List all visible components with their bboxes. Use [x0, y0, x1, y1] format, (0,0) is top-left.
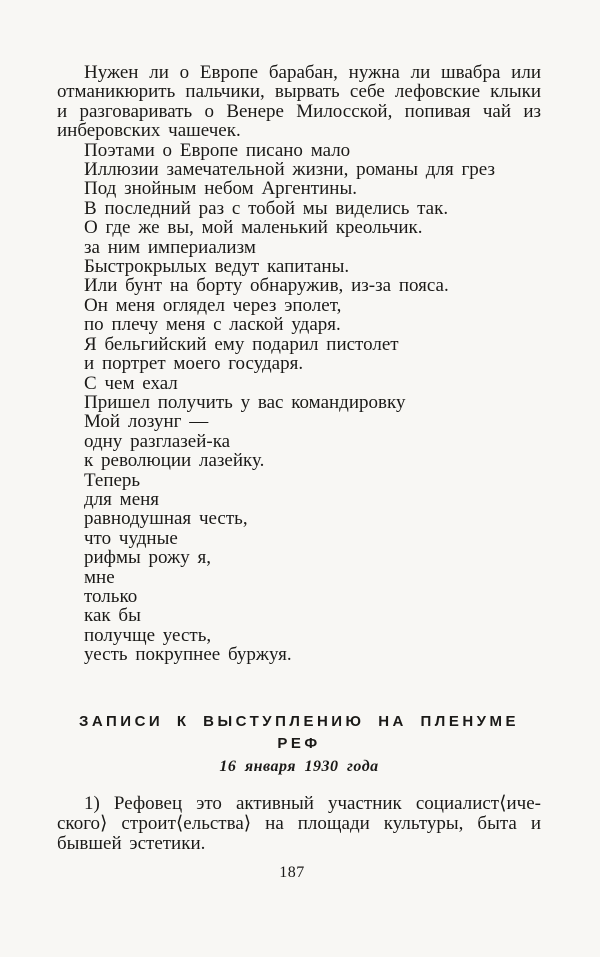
- poem-line: только: [84, 585, 138, 607]
- prose-line: и разговаривать о Венере Милосской, попивая чай из: [57, 100, 541, 122]
- prose-line: инберовских чашечек.: [57, 120, 241, 142]
- poem-line: рифмы рожу я,: [84, 547, 211, 569]
- prose-paragraph-ref: [57, 794, 541, 854]
- poem-line: получще уесть,: [84, 624, 212, 646]
- poem-line: и портрет моего государя.: [84, 353, 304, 375]
- prose-line: бывшей эстетики.: [57, 833, 206, 854]
- poem-line: Он меня оглядел через эполет,: [84, 294, 342, 316]
- poem-lines: [57, 141, 541, 665]
- poem-line: к революции лазейку.: [84, 450, 265, 472]
- poem-line: Или бунт на борту обнаружив, из-за пояса.: [84, 275, 449, 297]
- prose-line: Нужен ли о Европе барабан, нужна ли швабра или: [84, 62, 541, 83]
- prose-line: 1) Рефовец это активный участник социалист⟨иче-: [84, 793, 541, 814]
- prose-line: ского⟩ строит⟨ельства⟩ на площади культуры, быта и: [57, 813, 541, 834]
- poem-line: Под знойным небом Аргентины.: [84, 178, 357, 200]
- poem-line: Поэтами о Европе писано мало: [84, 139, 351, 161]
- poem-line: одну разглазей-ка: [84, 430, 231, 452]
- poem-line: по плечу меня с лаской ударя.: [84, 314, 341, 336]
- section-title-line2: РЕФ: [277, 735, 321, 752]
- poem-line: за ним империализм: [84, 236, 256, 258]
- poem-line: как бы: [84, 605, 141, 627]
- section-title-line1: ЗАПИСИ К ВЫСТУПЛЕНИЮ НА ПЛЕНУМЕ: [78, 713, 520, 730]
- poem-line: В последний раз с тобой мы виделись так.: [84, 197, 449, 219]
- page-number: 187: [279, 864, 305, 881]
- poem-line: что чудные: [84, 527, 178, 549]
- section-date: 16 января 1930 года: [219, 758, 379, 775]
- poem-line: Иллюзии замечательной жизни, романы для грез: [84, 159, 495, 181]
- poem-line: Теперь: [84, 469, 141, 491]
- poem-line: О где же вы, мой маленький креольчик.: [84, 217, 423, 239]
- text-block: [57, 63, 541, 665]
- poem-line: Быстрокрылых ведут капитаны.: [84, 256, 350, 278]
- poem-line: Пришел получить у вас командировку: [84, 391, 406, 413]
- poem-line: для меня: [84, 488, 160, 510]
- poem-line: уесть покрупнее буржуя.: [84, 644, 292, 666]
- prose-line: отманикюрить пальчики, вырвать себе лефовские клыки: [57, 81, 541, 103]
- poem-line: Я бельгийский ему подарил пистолет: [84, 333, 399, 355]
- poem-line: мне: [84, 566, 115, 588]
- poem-line: равнодушная честь,: [84, 508, 248, 530]
- poem-line: С чем ехал: [84, 372, 178, 394]
- poem-line: Мой лозунг —: [84, 411, 209, 433]
- section-heading: [57, 711, 541, 755]
- prose-paragraph-europe: [57, 63, 541, 141]
